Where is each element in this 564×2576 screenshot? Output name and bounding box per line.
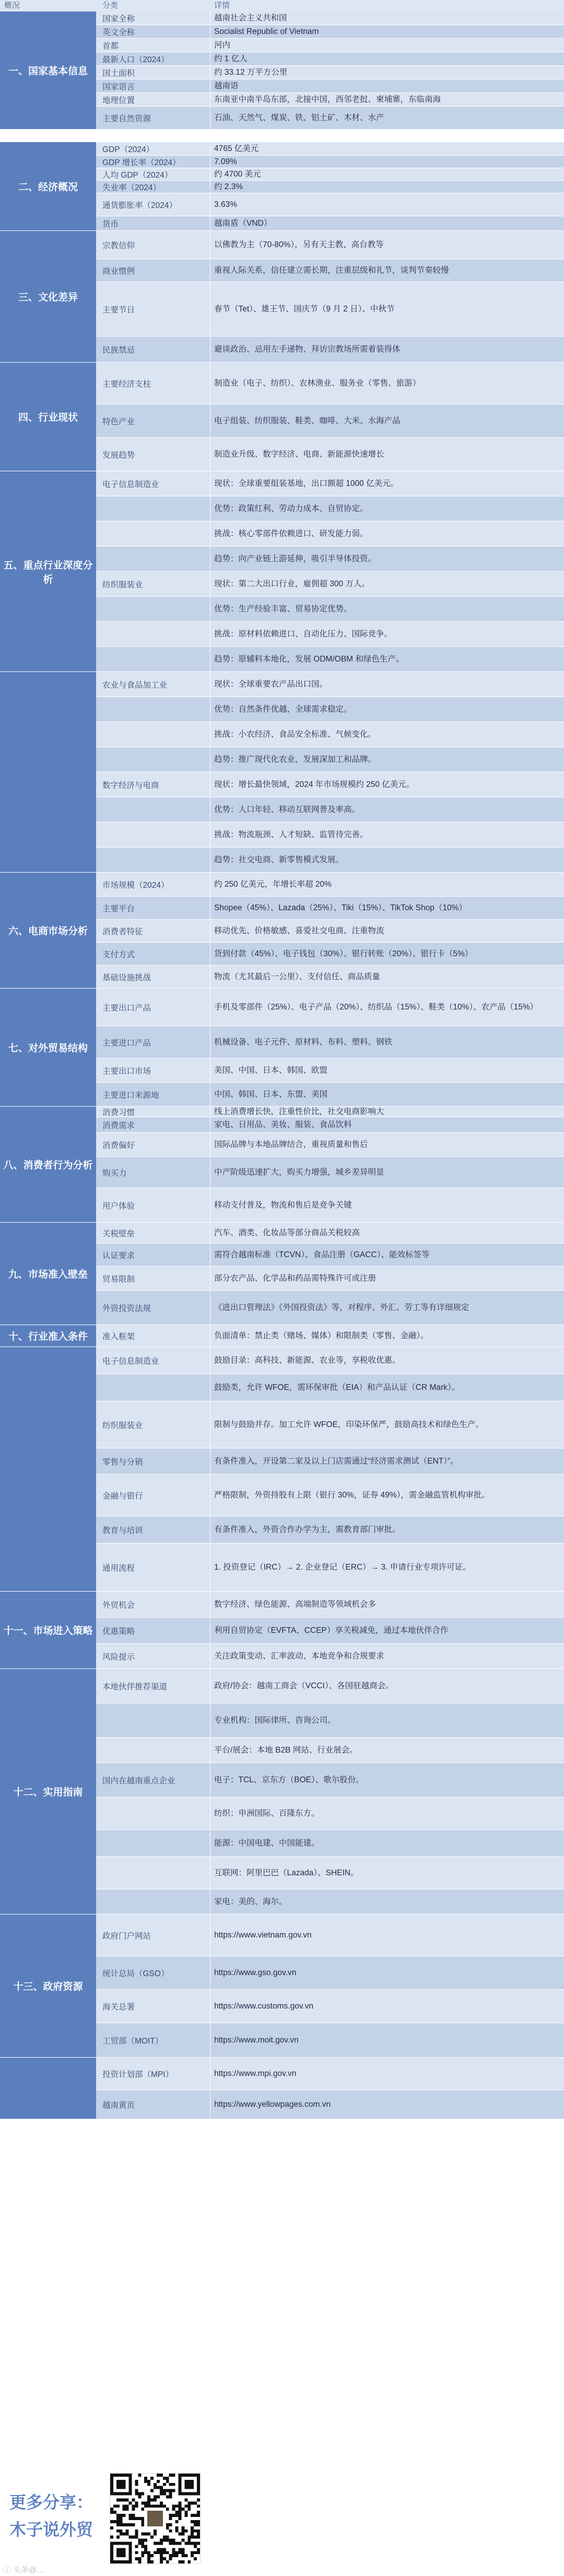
row-category: 零售与分销: [102, 1457, 143, 1467]
row-category: 纺织服装业: [102, 580, 143, 589]
table-row: [96, 697, 564, 722]
row-detail: 越南社会主义共和国: [214, 14, 287, 22]
row-category: 消费需求: [102, 1121, 135, 1130]
row-detail: 货到付款（45%）、电子钱包（30%）、银行转账（20%）、银行卡（5%）: [214, 949, 473, 958]
row-detail: 现状：全球重要组装基地，出口额超 1000 亿美元。: [214, 479, 399, 488]
row-category: 国土面积: [102, 68, 135, 78]
row-category: 国家语言: [102, 82, 135, 91]
table-row: [96, 259, 564, 282]
row-category: 电子信息制造业: [102, 1356, 159, 1366]
row-detail: 越南盾（VND）: [214, 219, 272, 228]
row-category: 准入框架: [102, 1332, 135, 1341]
row-detail: 东南亚中南半岛东部，北接中国，西邻老挝、柬埔寨，东临南海: [214, 95, 441, 104]
table-row: [96, 547, 564, 572]
table-row: [96, 363, 564, 404]
table-row: [96, 1797, 564, 1830]
table-row: [96, 597, 564, 622]
row-detail: 挑战：物流瓶颈、人才短缺、监管待完善。: [214, 830, 368, 839]
row-category: 通货膨胀率（2024）: [102, 201, 177, 210]
table-row: [96, 107, 564, 130]
row-category: 消费习惯: [102, 1108, 135, 1117]
table-row: [96, 496, 564, 521]
row-detail: 1. 投资登记（IRC）→ 2. 企业登记（ERC）→ 3. 申请行业专项许可证。: [214, 1563, 471, 1572]
table-row: [96, 1738, 564, 1763]
header-detail: 详情: [214, 1, 230, 10]
section-title: 十二、实用指南: [0, 1669, 96, 1914]
table-row: [96, 1857, 564, 1889]
table-row: [96, 1889, 564, 1914]
section-group: [0, 2058, 564, 2119]
table-row: [96, 1157, 564, 1188]
table-row: [96, 52, 564, 66]
row-detail: 鼓励类，允许 WFOE，需环保审批（EIA）和产品认证（CR Mark）。: [214, 1383, 460, 1392]
table-row: [96, 1223, 564, 1244]
row-category: 投资计划部（MPI）: [102, 2070, 174, 2079]
table-row: [96, 1083, 564, 1107]
row-detail: 国际品牌与本地品牌结合，重视质量和售后: [214, 1140, 368, 1149]
row-category: 风险提示: [102, 1652, 135, 1662]
header-category: 分类: [102, 1, 119, 10]
row-detail: 数字经济、绿色能源、高端制造等领域机会多: [214, 1600, 377, 1609]
row-category: 主要节日: [102, 305, 135, 315]
row-detail: Socialist Republic of Vietnam: [214, 27, 319, 36]
row-detail: 物流（尤其最后一公里）、支付信任、商品质量: [214, 972, 380, 981]
row-detail: 有条件准入，外资合作办学为主，需教育部门审批。: [214, 1525, 401, 1534]
row-detail: 现状：全球重要农产品出口国。: [214, 680, 328, 689]
table-row: [96, 1117, 564, 1133]
table-row: [96, 1830, 564, 1857]
row-category: [96, 1830, 210, 1856]
row-category: 政府门户网站: [102, 1931, 151, 1941]
table-row: [96, 11, 564, 25]
table-row: [96, 1267, 564, 1291]
row-detail: 部分农产品、化学品和药品需特殊许可或注册: [214, 1274, 377, 1283]
table-row: [96, 943, 564, 966]
section-group: [0, 672, 564, 873]
row-detail: 现状：第二大出口行业，雇佣超 300 万人。: [214, 579, 370, 588]
row-category: [96, 622, 210, 646]
header-overview: 概况: [4, 1, 20, 10]
row-detail: 线上消费增长快，注重性价比，社交电商影响大: [214, 1107, 384, 1116]
table-row: [96, 1244, 564, 1267]
table-row: [96, 181, 564, 193]
section-title: [0, 1347, 96, 1592]
table-row: [96, 168, 564, 181]
table-row: [96, 989, 564, 1026]
section-group: [0, 231, 564, 363]
section-group: [0, 1223, 564, 1325]
section-group: [0, 1914, 564, 2058]
row-detail: 关注政策变动、汇率波动、本地竞争和合规要求: [214, 1652, 384, 1661]
row-category: 国家全称: [102, 14, 135, 24]
row-category: 地理位置: [102, 96, 135, 105]
table-row: [96, 966, 564, 989]
row-category: 主要进口产品: [102, 1038, 151, 1048]
row-category: [96, 747, 210, 772]
row-detail: 春节（Tet）、雄王节、国庆节（9 月 2 日）、中秋节: [214, 305, 395, 314]
section-group: [0, 1325, 564, 1347]
row-detail: 3.63%: [214, 200, 237, 209]
row-detail: 制造业升级、数字经济、电商、新能源快速增长: [214, 450, 384, 459]
row-detail: 趋势：推广现代化农业，发展深加工和品牌。: [214, 755, 377, 764]
row-category: 最新人口（2024）: [102, 55, 169, 64]
row-detail: 政府/协会：越南工商会（VCCI）、各国驻越商会。: [214, 1681, 394, 1690]
table-row: [96, 1516, 564, 1544]
row-detail: 专业机构：国际律所、咨询公司。: [214, 1716, 336, 1725]
footer-share-label: 更多分享：: [9, 2493, 93, 2512]
section-title: 九、市场准入壁垒: [0, 1223, 96, 1325]
footer-account-name: 木子说外贸: [9, 2520, 93, 2539]
row-detail: 家电、日用品、美妆、服装、食品饮料: [214, 1120, 352, 1129]
row-detail: 严格限制，外资持股有上限（银行 30%，证券 49%），需金融监管机构审批。: [214, 1491, 490, 1500]
row-detail: 趋势：社交电商、新零售模式发展。: [214, 855, 344, 864]
table-row: [96, 1188, 564, 1223]
footer: [0, 2453, 564, 2576]
row-detail: 家电：美的、海尔。: [214, 1897, 287, 1906]
row-category: [96, 496, 210, 521]
row-category: 宗教信仰: [102, 241, 135, 250]
row-detail: 约 33.12 万平方公里: [214, 68, 288, 77]
row-category: 主要自然资源: [102, 114, 151, 123]
table-row: [96, 1956, 564, 1990]
row-category: 海关总署: [102, 2002, 135, 2012]
row-category: 数字经济与电商: [102, 781, 159, 790]
row-category: 主要经济支柱: [102, 379, 151, 389]
row-category: 本地伙伴推荐渠道: [102, 1682, 168, 1691]
row-category: 商业惯例: [102, 266, 135, 276]
row-category: 基础设施挑战: [102, 973, 151, 982]
table-row: [96, 93, 564, 107]
section-title: 三、文化差异: [0, 231, 96, 363]
row-category: [96, 1797, 210, 1829]
row-category: 优惠策略: [102, 1627, 135, 1636]
table-row: [96, 822, 564, 848]
row-category: [96, 1889, 210, 1914]
row-detail: 鼓励目录：高科技、新能源、农业等，享税收优惠。: [214, 1356, 401, 1365]
row-category: 纺织服装业: [102, 1421, 143, 1430]
row-detail: 中国、韩国、日本、东盟、美国: [214, 1090, 328, 1099]
row-category: [96, 697, 210, 722]
row-detail: 挑战：原材料依赖进口、自动化压力、国际竞争。: [214, 630, 393, 639]
row-category: 越南黄页: [102, 2101, 135, 2110]
section-group: [0, 142, 564, 231]
row-category: 失业率（2024）: [102, 183, 161, 192]
row-detail: 制造业（电子、纺织）、农林渔业、服务业（零售、旅游）: [214, 379, 421, 388]
table-row: [96, 39, 564, 52]
section-group: [0, 11, 564, 130]
section-title: 十三、政府资源: [0, 1914, 96, 2058]
row-category: 国内在越南重点企业: [102, 1776, 175, 1785]
row-detail: 约 1 亿人: [214, 54, 248, 63]
row-detail: 优势：生产经验丰富、贸易协定优势。: [214, 605, 352, 613]
table-row: [96, 2090, 564, 2119]
row-detail: 约 2.3%: [214, 182, 243, 191]
row-category: 购买力: [102, 1168, 127, 1178]
row-category: [96, 848, 210, 872]
row-category: 消费偏好: [102, 1141, 135, 1150]
row-detail: 优势：政策红利、劳动力成本、自贸协定。: [214, 504, 368, 513]
row-category: 市场规模（2024）: [102, 880, 169, 890]
row-detail: Shopee（45%）、Lazada（25%）、Tiki（15%）、TikTok Shop（10%）: [214, 903, 467, 912]
table-row: [96, 572, 564, 597]
table-row: [96, 747, 564, 772]
row-category: [96, 722, 210, 747]
row-detail: https://www.moit.gov.vn: [214, 2036, 299, 2045]
table-row: [96, 1325, 564, 1347]
table-row: [96, 156, 564, 168]
table-row: [96, 282, 564, 336]
row-detail: 纺织：申洲国际、百隆东方。: [214, 1809, 320, 1818]
row-detail: 7.09%: [214, 157, 237, 166]
row-category: 电子信息制造业: [102, 480, 159, 489]
row-category: 统计总局（GSO）: [102, 1969, 169, 1978]
table-row: [96, 1763, 564, 1797]
row-detail: 优势：自然条件优越、全球需求稳定。: [214, 705, 352, 714]
row-detail: 河内: [214, 41, 231, 50]
row-detail: 美国、中国、日本、韩国、欧盟: [214, 1066, 328, 1075]
section-title: 四、行业现状: [0, 363, 96, 471]
row-detail: 优势：人口年轻、移动互联网普及率高。: [214, 805, 360, 814]
section-title: [0, 672, 96, 873]
row-category: 主要平台: [102, 904, 135, 913]
row-category: 工贸部（MOIT）: [102, 2036, 163, 2046]
row-detail: 挑战：小农经济、食品安全标准、气候变化。: [214, 730, 377, 739]
row-detail: https://www.gso.gov.vn: [214, 1968, 297, 1977]
table-row: [96, 2058, 564, 2090]
row-category: [96, 1703, 210, 1737]
table-row: [96, 1703, 564, 1738]
table-row: [96, 1107, 564, 1117]
row-detail: https://www.customs.gov.vn: [214, 2002, 314, 2011]
row-detail: 电子：TCL、京东方（BOE）、歌尔股份。: [214, 1776, 364, 1784]
row-detail: 以佛教为主（70-80%），另有天主教、高台教等: [214, 240, 384, 249]
table-row: [96, 231, 564, 259]
row-detail: 石油、天然气、煤炭、铁、铝土矿、木材、水产: [214, 113, 384, 122]
row-category: 首都: [102, 41, 119, 51]
table-row: [96, 1914, 564, 1956]
table-row: [96, 722, 564, 747]
table-row: [96, 920, 564, 943]
table-row: [96, 1026, 564, 1059]
section-group: [0, 989, 564, 1107]
table-row: [96, 672, 564, 697]
row-category: 英文全称: [102, 28, 135, 37]
row-category: 主要进口来源地: [102, 1090, 159, 1100]
row-detail: 中产阶级迅速扩大，购买力增强，城乡差异明显: [214, 1168, 384, 1177]
table-row: [96, 193, 564, 216]
section-title: 一、国家基本信息: [0, 11, 96, 130]
row-detail: 有条件准入，开设第二家及以上门店需通过“经济需求测试（ENT）”。: [214, 1457, 459, 1466]
section-title: 十、行业准入条件: [0, 1325, 96, 1347]
table-row: [96, 404, 564, 438]
row-detail: 平台/展会：本地 B2B 网站、行业展会。: [214, 1746, 358, 1755]
row-detail: 避谈政治、忌用左手递物、拜访宗教场所需着装得体: [214, 345, 401, 354]
row-category: [96, 521, 210, 546]
row-detail: https://www.vietnam.gov.vn: [214, 1931, 312, 1940]
row-detail: 电子组装、纺织服装、鞋类、咖啡、大米、水海产品: [214, 416, 401, 425]
row-category: 认证要求: [102, 1251, 135, 1260]
table-row: [96, 1448, 564, 1475]
row-detail: 4765 亿美元: [214, 144, 259, 153]
row-detail: 能源：中国电建、中国能建。: [214, 1839, 320, 1848]
row-detail: 约 4700 美元: [214, 170, 261, 179]
row-detail: 手机及零部件（25%）、电子产品（20%）、纺织品（15%）、鞋类（10%）、农产品（15%）: [214, 1003, 538, 1012]
row-detail: https://www.yellowpages.com.vn: [214, 2100, 331, 2109]
table-row: [96, 1592, 564, 1618]
row-detail: 移动支付普及，物流和售后是竞争关键: [214, 1201, 352, 1210]
footer-text: [9, 2489, 93, 2543]
row-detail: 移动优先、价格敏感、喜爱社交电商、注重物流: [214, 926, 384, 935]
row-detail: 需符合越南标准（TCVN）、食品注册（GACC）、能效标签等: [214, 1250, 430, 1259]
row-category: 农业与食品加工业: [102, 680, 168, 690]
row-detail: 越南语: [214, 82, 239, 90]
row-category: 主要出口产品: [102, 1003, 151, 1013]
row-category: GDP 增长率（2024）: [102, 158, 181, 167]
table-row: [96, 1475, 564, 1516]
section-title: [0, 2058, 96, 2119]
table-row: [96, 622, 564, 647]
table-row: [96, 873, 564, 897]
row-category: [96, 822, 210, 847]
section-title: 六、电商市场分析: [0, 873, 96, 989]
row-category: 教育与培训: [102, 1526, 143, 1535]
section-group: [0, 1107, 564, 1223]
row-category: 用户体验: [102, 1201, 135, 1211]
row-category: [96, 1374, 210, 1401]
table-row: [96, 1990, 564, 2023]
row-category: 外资投资法规: [102, 1304, 151, 1313]
row-detail: 现状：增长最快领域，2024 年市场规模约 250 亿美元。: [214, 780, 415, 789]
row-category: 民族禁忌: [102, 345, 135, 355]
table-row: [96, 79, 564, 93]
row-detail: 重视人际关系，信任建立需长期，注重层级和礼节，谈判节奏较慢: [214, 266, 449, 275]
table-row: [96, 1374, 564, 1401]
section-title: 十一、市场进入策略: [0, 1592, 96, 1669]
table-row: [96, 1133, 564, 1157]
row-category: 贸易限制: [102, 1274, 135, 1284]
table-row: [96, 142, 564, 156]
table-row: [96, 2023, 564, 2058]
section-title: 五、重点行业深度分析: [0, 471, 96, 672]
row-detail: 挑战：核心零部件依赖进口、研发能力弱。: [214, 529, 368, 538]
row-category: [96, 1857, 210, 1889]
table-row: [96, 1347, 564, 1374]
row-detail: 汽车、酒类、化妆品等部分商品关税较高: [214, 1228, 360, 1237]
table-row: [96, 1618, 564, 1644]
section-group: [0, 1669, 564, 1914]
table-header: [0, 0, 564, 11]
table-row: [96, 1544, 564, 1592]
table-row: [96, 1401, 564, 1448]
row-detail: 负面清单：禁止类（赌场、媒体）和限制类（零售、金融）。: [214, 1331, 429, 1340]
table-row: [96, 1644, 564, 1669]
section-title: 二、经济概况: [0, 142, 96, 231]
table-row: [96, 772, 564, 797]
table-row: [96, 897, 564, 920]
row-detail: 趋势：向产业链上游延伸，吸引半导体投资。: [214, 554, 377, 563]
watermark: ⓘ 头条@…: [3, 2566, 45, 2574]
row-category: 金融与银行: [102, 1491, 143, 1501]
row-detail: 互联网：阿里巴巴（Lazada）、SHEIN。: [214, 1869, 359, 1877]
table-row: [96, 1059, 564, 1083]
row-category: 特色产业: [102, 417, 135, 426]
table-row: [96, 66, 564, 79]
table-row: [96, 521, 564, 547]
row-detail: 约 250 亿美元，年增长率超 20%: [214, 880, 332, 889]
row-category: [96, 1738, 210, 1762]
row-category: 发展趋势: [102, 450, 135, 460]
qr-code: [110, 2473, 201, 2564]
row-category: 外贸机会: [102, 1600, 135, 1610]
row-detail: 趋势：原辅料本地化，发展 ODM/OBM 和绿色生产。: [214, 655, 404, 664]
table-row: [96, 797, 564, 822]
row-category: [96, 597, 210, 621]
row-category: 通用流程: [102, 1563, 135, 1573]
table-row: [96, 438, 564, 471]
section-group: [0, 1347, 564, 1592]
row-detail: 利用自贸协定（EVFTA、CCEP）享关税减免，通过本地伙伴合作: [214, 1626, 449, 1635]
row-category: [96, 547, 210, 571]
table-row: [96, 1669, 564, 1703]
row-category: [96, 647, 210, 671]
section-title: 八、消费者行为分析: [0, 1107, 96, 1223]
row-detail: https://www.mpi.gov.vn: [214, 2069, 297, 2078]
row-category: 支付方式: [102, 950, 135, 959]
table-row: [96, 1291, 564, 1325]
row-detail: 《进出口管理法》《外国投资法》等，对程序、外汇、劳工等有详细规定: [214, 1303, 469, 1312]
section-group: [0, 873, 564, 989]
row-category: 消费者特征: [102, 927, 143, 936]
section-group: [0, 363, 564, 471]
row-category: [96, 797, 210, 822]
section-group: [0, 471, 564, 672]
row-category: 主要出口市场: [102, 1066, 151, 1076]
row-category: 人均 GDP（2024）: [102, 170, 173, 180]
row-category: GDP（2024）: [102, 145, 155, 154]
row-detail: 机械设备、电子元件、原材料、布料、塑料、钢铁: [214, 1038, 393, 1047]
row-category: 关税壁垒: [102, 1229, 135, 1238]
row-category: 货币: [102, 219, 119, 229]
table-row: [96, 336, 564, 363]
section-group: [0, 1592, 564, 1669]
section-title: 七、对外贸易结构: [0, 989, 96, 1107]
table-row: [96, 216, 564, 231]
table-row: [96, 25, 564, 39]
table-row: [96, 647, 564, 672]
row-detail: 限制与鼓励并存。加工允许 WFOE，印染环保严，鼓励高技术和绿色生产。: [214, 1420, 484, 1429]
table-row: [96, 471, 564, 496]
table-row: [96, 848, 564, 873]
